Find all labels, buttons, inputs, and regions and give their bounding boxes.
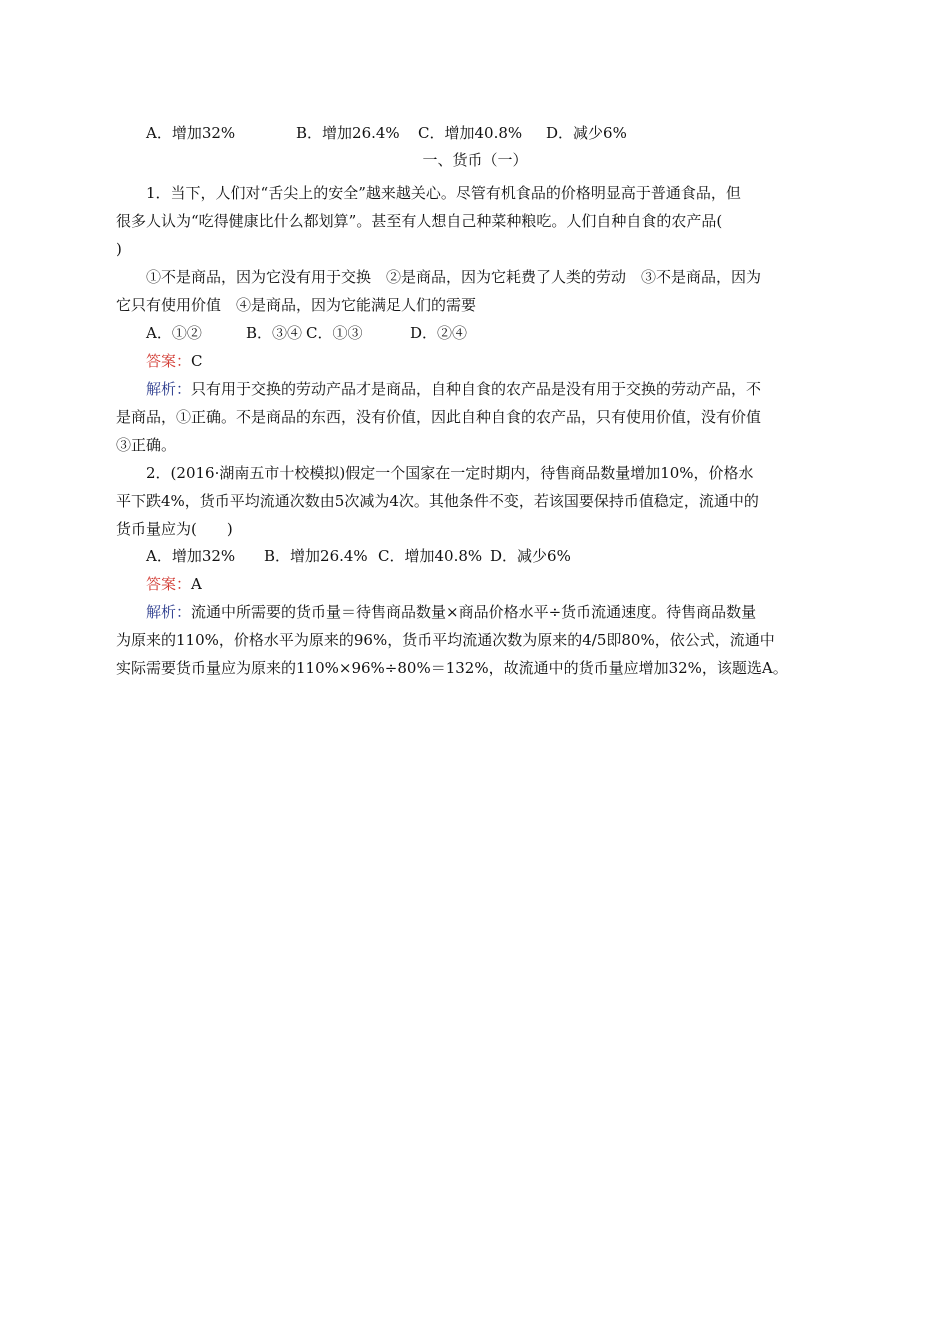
q1-analysis-label: 解析：	[146, 380, 192, 398]
q1-answer	[146, 351, 203, 371]
q1-option-a: A．①②	[146, 324, 202, 342]
q2-line-1: 2．(2016·湖南五市十校模拟)假定一个国家在一定时期内，待售商品数量增加10%，价格水	[146, 464, 754, 482]
top-option-b: B．增加26.4%	[296, 124, 400, 142]
top-option-d: D．减少6%	[546, 124, 627, 142]
q1-line-1: 1．当下，人们对“舌尖上的安全”越来越关心。尽管有机食品的价格明显高于普通食品，但	[146, 184, 741, 202]
q2-line-3: 货币量应为( )	[116, 520, 233, 538]
top-option-a: A．增加32%	[146, 124, 236, 142]
q1-statement-line-2: 它只有使用价值 ④是商品，因为它能满足人们的需要	[116, 296, 477, 314]
q1-answer-label: 答案：	[146, 352, 192, 370]
q1-analysis-line-3: ③正确。	[116, 436, 177, 454]
q2-option-c: C．增加40.8%	[378, 547, 483, 565]
q1-statement-line-1: ①不是商品，因为它没有用于交换 ②是商品，因为它耗费了人类的劳动 ③不是商品，因为	[146, 268, 762, 286]
section-title: 一、货币（一）	[422, 151, 528, 169]
q2-answer-label: 答案：	[146, 575, 192, 593]
q1-analysis-line-1	[146, 379, 761, 399]
q2-answer-value: A	[191, 575, 202, 593]
q2-option-b: B．增加26.4%	[264, 547, 368, 565]
q1-option-b: B．③④	[246, 324, 303, 342]
q1-analysis-line-2: 是商品，①正确。不是商品的东西，没有价值，因此自种自食的农产品，只有使用价值，没有价值	[116, 408, 762, 426]
q2-analysis-line-2: 为原来的110%，价格水平为原来的96%，货币平均流通次数为原来的4/5即80%，依公式，流通中	[116, 631, 775, 649]
q1-line-2: 很多人认为“吃得健康比什么都划算”。甚至有人想自己种菜种粮吃。人们自种自食的农产品(	[116, 212, 723, 230]
q2-analysis-label: 解析：	[146, 603, 192, 621]
q2-option-d: D．减少6%	[490, 547, 571, 565]
q1-option-c: C．①③	[306, 324, 363, 342]
q1-line-3: )	[116, 240, 122, 258]
q1-analysis-text-1: 只有用于交换的劳动产品才是商品，自种自食的农产品是没有用于交换的劳动产品，不	[191, 380, 762, 398]
q2-analysis-text-1: 流通中所需要的货币量＝待售商品数量×商品价格水平÷货币流通速度。待售商品数量	[191, 603, 757, 621]
top-option-c: C．增加40.8%	[418, 124, 523, 142]
q2-answer	[146, 574, 202, 594]
q2-line-2: 平下跌4%，货币平均流通次数由5次减为4次。其他条件不变，若该国要保持币值稳定，流通中的	[116, 492, 759, 510]
q1-answer-value: C	[191, 352, 203, 370]
q1-option-d: D．②④	[410, 324, 468, 342]
q2-analysis-line-3: 实际需要货币量应为原来的110%×96%÷80%＝132%，故流通中的货币量应增加32%，该题选A。	[116, 659, 788, 677]
q2-option-a: A．增加32%	[146, 547, 236, 565]
q2-analysis-line-1	[146, 602, 756, 622]
